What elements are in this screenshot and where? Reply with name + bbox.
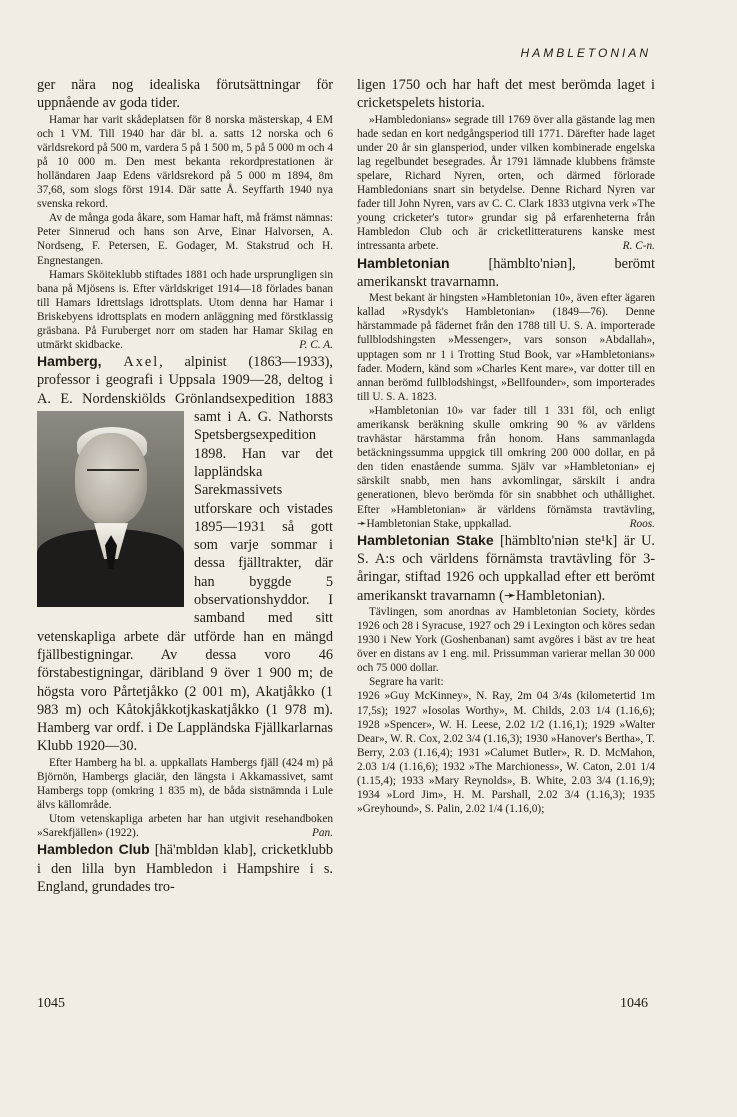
right-paragraph-7: Tävlingen, som anordnas av Hambletonian Society, kördes 1926 och 28 i Syracuse, 1927 och 29 i Lexington och köres sedan 1930 i New York (Goshenbanan) samt avgöres i bäst av tre heat över en distans av 1 eng. mil. Prissumman varierar mellan 30 000 och 75 000 dollar. bbox=[357, 605, 655, 675]
page-number-left: 1045 bbox=[37, 996, 65, 1011]
right-paragraph-5 bbox=[357, 404, 655, 531]
hamberg-portrait-photo bbox=[37, 411, 184, 607]
right-paragraph-2-text: »Hambledonians» segrade till 1769 över alla gästande lag men hade sedan en kort nedgångsperiod till 1771. Därefter hade laget under 20 år sin glansperiod, under vilken kombinerade engelska lag regelbundet besegrades. År 1791 lämnade klubbens främste spelare, Richard Nyren, orten, och därmed förlorade Hambledonians snart sin betydelse. Denne Richard Nyren var fader till John Nyren, vars av C. C. Clark 1833 utgivna verk »The young cricketer's tutor» grundar sig på erfarenheterna från Hambledon Club och är cricketlitteraturens kanske mest intressanta arbete. bbox=[357, 113, 655, 253]
signature-pca: P. C. A. bbox=[299, 339, 333, 352]
hamberg-text-part2: Nathorsts Spetsbergsexpedition 1898. Han var det lappländska Sarekmassivets utforskare och vistades 1895—1931 så gott som varje sommar i dessa fjälltrakter, där han byggde 5 observationshyddor. I samband med sitt vetenskapliga arbete där utförde han en mängd fjällbestigningar. Av dessa voro 46 förstabestigningar, däribland 9 över 1 900 m; de högsta voro Pårtetjåkko (2 001 m), Akatjåkko (1 983 m) och Kåtokjåkkotjkaskatjåkko (1 978 m). Hamberg var ordf. i De Lappländska Fjällkarlarnas Klubb 1920—30. bbox=[37, 409, 333, 755]
hambletonian-text: [hämblto'niən], berömt amerikanskt travarnamn. bbox=[357, 255, 655, 290]
winners-list: 1926 »Guy McKinney», N. Ray, 2m 04 3/4s (kilometertid 1m 17,5s); 1927 »Iosolas Worthy», M. Childs, 2.03 1/4 (1.16,6); 1928 »Spencer», W. H. Leese, 2.02 1/2 (1.16,1); 1929 »Walter Dear», W. R. Cox, 2.02 3/4 (1.16,3); 1930 »Hanover's Bertha», T. Berry, 2.03 (1.16,4); 1931 »Calumet Butler», R. D. McMahon, 2.03 1/4 (1.16,6); 1932 »The Marchioness», W. Caton, 2.01 1/4 (1.15,4); 1933 »Mary Reynolds», B. White, 2.03 3/4 (1.16,9); 1934 »Lord Jim», H. M. Parshall, 2.02 3/4 (1.16,3); 1935 »Greyhound», S. Palin, 2.02 1/4 (1.16,0); bbox=[357, 690, 655, 816]
headword-hamberg: Hamberg, bbox=[37, 353, 102, 370]
left-paragraph-4 bbox=[37, 268, 333, 353]
entry-hambledon bbox=[37, 840, 333, 896]
left-paragraph-4-text: Hamars Sköiteklubb stiftades 1881 och hade ursprungligen sin bana på Mjösens is. Efter världskriget 1914—18 förlades banan till Hamars Idrettslags idrottsplats. Utom denna har Hamar i Briskebyens idrottsplats en modern anläggning med förstklassig gräsbana. På Furuberget norr om staden har Hamar Skilag en utmärkt skidbacke. bbox=[37, 268, 333, 352]
left-paragraph-6: Efter Hamberg ha bl. a. uppkallats Hambergs fjäll (424 m) på Björnön, Hambergs glaciär, den längsta i Akkamassivet, samt Hambergs topp (omkring 1 835 m), de båda sistnämnda i Lule älvs källområde. bbox=[37, 756, 333, 811]
entry-hambletonian-stake bbox=[357, 531, 655, 605]
right-paragraph-4: Mest bekant är hingsten »Hambletonian 10», även efter ägaren kallad »Rysdyk's Hambletonian» (1849—76). Denne härstammade på fädernet från den 1788 till U. S. A. importerade fullblodshingsten »Messenger», vars sonson »Abdallah», upptagen som nr 1 i Trotting Stud Book, var »Hambletonians» fader. Modern, känd som »Charles Kent mare», var dotter till en annan berömd fullblodshingst, »Bellfounder», som importerades till U. S. A. 1823. bbox=[357, 292, 655, 403]
hambledon-text: [hä'mbldən klab], cricketklubb i den lilla byn Hambledon i Hampshire i s. England, grundades tro- bbox=[37, 842, 333, 895]
left-paragraph-3: Av de många goda åkare, som Hamar haft, må främst nämnas: Peter Sinnerud och hans son Arve, Einar Halvorsen, A. Nordseng, F. Petersen, E. Godager, M. Stakstrud och H. Engnestangen. bbox=[37, 212, 333, 267]
right-paragraph-1: ligen 1750 och har haft det mest berömda laget i cricketspelets historia. bbox=[357, 77, 655, 112]
left-column bbox=[37, 76, 333, 896]
page-number-right: 1046 bbox=[620, 996, 648, 1011]
signature-rcn: R. C-n. bbox=[622, 240, 655, 253]
headword-hambletonian: Hambletonian bbox=[357, 254, 450, 271]
entry-hambletonian bbox=[357, 254, 655, 292]
hamberg-given-name: Axel bbox=[123, 354, 160, 371]
right-paragraph-8: Segrare ha varit: bbox=[369, 676, 444, 689]
headword-hambletonian-stake: Hambletonian Stake bbox=[357, 531, 494, 548]
headword-hambledon-club: Hambledon Club bbox=[37, 841, 150, 858]
left-paragraph-1: ger nära nog idealiska förutsättningar för uppnående av goda tider. bbox=[37, 77, 333, 112]
right-paragraph-2 bbox=[357, 113, 655, 254]
entry-hamberg bbox=[37, 352, 333, 756]
left-paragraph-7 bbox=[37, 812, 333, 840]
right-column bbox=[357, 76, 655, 816]
right-paragraph-5-text: »Hambletonian 10» var fader till 1 331 föl, och enligt amerikansk beräkning skulle omkring 90 % av världens travhästar härstamma från honom. Hans sammanlagda betäckningssumma uppgick till omkring 200 000 dollar, en på den tiden enastående summa. Själv var »Hambletonian» ej särskilt snabb, men hans avkomlingar, särskilt i andra generationen, blevo berömda för sin snabbhet och uthållighet. Efter »Hambletonian» är världens förnämsta travtävling, ➛Hambletonian Stake, uppkallad. bbox=[357, 404, 655, 530]
portrait-glasses bbox=[87, 469, 139, 483]
running-head: HAMBLETONIAN bbox=[520, 46, 651, 60]
stake-text: [hämblto'niən ste¹k] är U. S. A:s och världens förnämsta travtävling för 3-åringar, stiftad 1926 och uppkallad efter ett berömt amerikanskt travarnamn (➛Hambletonian). bbox=[357, 532, 655, 604]
signature-pan: Pan. bbox=[311, 827, 333, 840]
left-paragraph-2: Hamar har varit skådeplatsen för 8 norska mästerskap, 4 EM och 1 VM. Till 1940 har där bl. a. satts 12 norska och 6 världsrekord på 500 m, vardera 5 på 1 500 m, 5 på 5 000 m och 4 på 10 000 m. Den mest bekanta rekordprestationen är holländaren Jaap Edens världsrekord på 5 000 m 1894, 8m 37,68, som slogs först 1914. Där satte Å. Seyffarth 1940 nya svenska rekord. bbox=[37, 113, 333, 211]
signature-roos: Roos. bbox=[629, 517, 655, 530]
hamberg-text-part1: , alpinist (1863—1933), professor i geografi i Uppsala 1909—28, deltog i A. E. Nordenskiölds Grönlandsexpedition 1883 samt i A. G. bbox=[37, 354, 333, 426]
left-paragraph-7-text: Utom vetenskapliga arbeten har han utgivit resehandboken »Sarekfjällen» (1922). bbox=[37, 813, 333, 840]
